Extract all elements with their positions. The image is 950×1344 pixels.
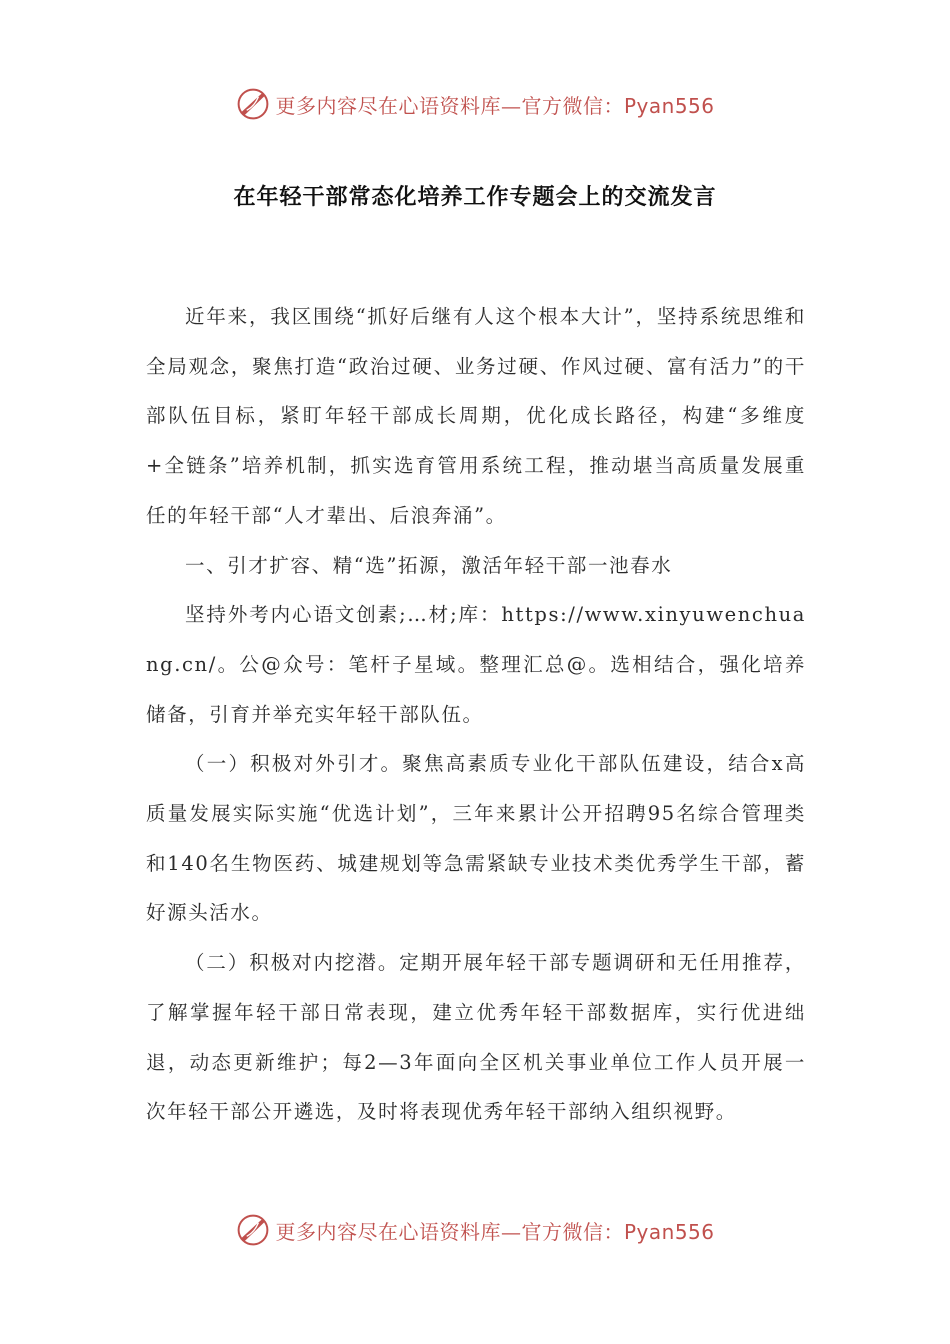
document-body	[146, 292, 806, 1137]
paragraph: （二）积极对内挖潜。定期开展年轻干部专题调研和无任用推荐，了解掌握年轻干部日常表现，建立优秀年轻干部数据库，实行优进绌退，动态更新维护；每2—3年面向全区机关事业单位工作人员开展一次年轻干部公开遴选，及时将表现优秀年轻干部纳入组织视野。	[146, 951, 806, 1124]
pen-logo-icon	[235, 86, 271, 122]
section-heading: 一、引才扩容、精“选”拓源，激活年轻干部一池春水	[185, 553, 673, 577]
document-title: 在年轻干部常态化培养工作专题会上的交流发言	[233, 185, 717, 210]
header-wechat-id: Pyan556	[623, 93, 715, 118]
pen-logo-icon	[235, 1212, 271, 1248]
footer-banner	[0, 1208, 950, 1252]
paragraph: （一）积极对外引才。聚焦高素质专业化干部队伍建设，结合x高质量发展实际实施“优选计划”，三年来累计公开招聘95名综合管理类和140名生物医药、城建规划等急需紧缺专业技术类优秀学生干部，蓄好源头活水。	[146, 752, 806, 925]
footer-banner-text: 更多内容尽在心语资料库—官方微信：Pyan556	[275, 1219, 715, 1244]
header-banner	[0, 82, 950, 126]
paragraph: 坚持外考内心语文创素;…材;库：https://www.xinyuwenchuang.cn/。公@众号：笔杆子星域。整理汇总@。选相结合，强化培养储备，引育并举充实年轻干部队伍。	[146, 603, 806, 726]
footer-wechat-id: Pyan556	[623, 1219, 715, 1244]
header-banner-text: 更多内容尽在心语资料库—官方微信：Pyan556	[275, 93, 715, 118]
paragraph: 近年来，我区围绕“抓好后继有人这个根本大计”，坚持系统思维和全局观念，聚焦打造“政治过硬、业务过硬、作风过硬、富有活力”的干部队伍目标，紧盯年轻干部成长周期，优化成长路径，构建“多维度+全链条”培养机制，抓实选育管用系统工程，推动堪当高质量发展重任的年轻干部“人才辈出、后浪奔涌”。	[146, 305, 806, 527]
